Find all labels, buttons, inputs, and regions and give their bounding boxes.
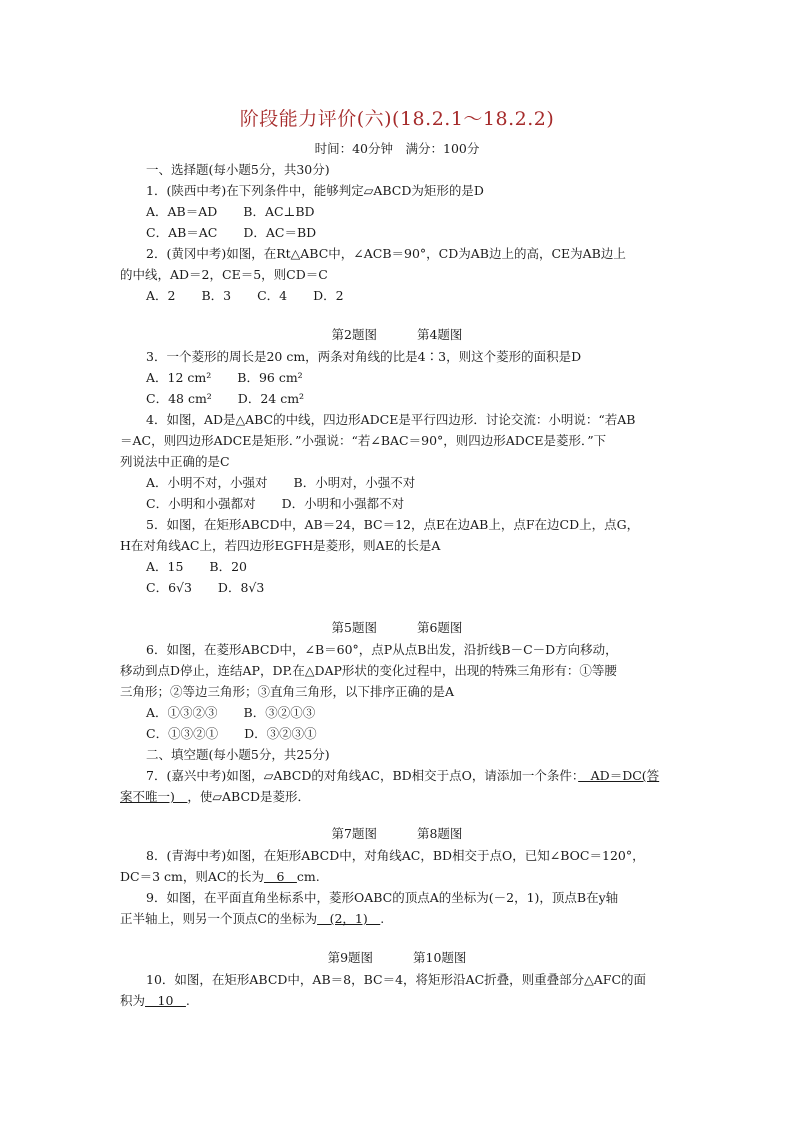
q7-line2 [120,789,310,805]
q9-answer: (2，1) [317,911,381,926]
q4-options-row1 [146,475,415,491]
q1-option-a: A．AB＝AD [146,204,218,219]
q2-option-c: C．4 [257,288,288,303]
q10-stem-end: . [185,993,190,1008]
figure-captions-5-6 [0,620,794,636]
q4-stem-line3: 列说法中正确的是C [120,454,230,469]
q4-stem-line2: ＝AC，则四边形ADCE是矩形．”小强说：“若∠BAC＝90°，则四边形ADCE是菱形．”下 [120,433,607,448]
q5-options-row2 [146,580,264,596]
q6-option-a: A．①③②③ [146,705,218,720]
q5-option-c: C．6√3 [146,580,192,595]
q8-line2 [120,869,320,885]
q2-options [146,288,344,304]
q3-stem: 3．一个菱形的周长是20 cm，两条对角线的比是4∶3，则这个菱形的面积是D [146,349,582,364]
q6-option-d: D．③②③① [244,726,317,741]
caption-fig8: 第8题图 [416,826,463,841]
q7-line1 [146,768,659,784]
q9-line2 [120,911,384,927]
q9-stem-line1: 9．如图，在平面直角坐标系中，菱形OABC的顶点A的坐标为(－2，1)，顶点B在y轴 [146,890,619,905]
q4-option-d: D．小明和小强都不对 [281,496,405,511]
q8-stem-line2: DC＝3 cm，则AC的长为 [120,869,264,884]
q1-option-c: C．AB＝AC [146,225,218,240]
q10-stem-line1: 10．如图，在矩形ABCD中，AB＝8，BC＝4，将矩形沿AC折叠，则重叠部分△AFC的面 [146,972,647,987]
q5-option-b: B．20 [209,559,248,574]
q6-stem-line2: 移动到点D停止，连结AP，DP.在△DAP形状的变化过程中，出现的特殊三角形有：①等腰 [120,663,617,678]
caption-fig9: 第9题图 [327,950,374,965]
q6-stem-line3: 三角形；②等边三角形；③直角三角形，以下排序正确的是A [120,684,455,699]
q10-answer: 10 [145,993,186,1008]
q5-stem-line2: H在对角线AC上，若四边形EGFH是菱形，则AE的长是A [120,538,441,553]
q2-option-a: A．2 [146,288,176,303]
q1-options-row1 [146,204,315,220]
q2-stem-line2: 的中线，AD＝2，CE＝5，则CD＝C [120,267,328,282]
caption-fig2: 第2题图 [331,327,377,342]
q9-stem-line2: 正半轴上，则另一个顶点C的坐标为 [120,911,318,926]
q1-option-d: D．AC＝BD [243,225,317,240]
q4-option-a: A．小明不对，小强对 [146,475,268,490]
caption-fig5: 第5题图 [331,620,377,635]
q5-option-a: A．15 [146,559,184,574]
q3-option-a: A．12 cm² [146,370,212,385]
q4-option-c: C．小明和小强都对 [146,496,256,511]
q5-options-row1 [146,559,247,575]
figure-captions-2-4 [0,327,794,343]
caption-fig4: 第4题图 [416,327,463,342]
q6-stem-line1: 6．如图，在菱形ABCD中，∠B＝60°，点P从点B出发，沿折线B－C－D方向移动， [146,642,618,657]
q7-answer-part1: AD＝DC(答 [578,768,660,783]
q2-stem-line1: 2．(黄冈中考)如图，在Rt△ABC中，∠ACB＝90°，CD为AB边上的高，CE为AB边上 [146,246,626,261]
caption-fig6: 第6题图 [416,620,463,635]
time-score-line: 时间：40分钟 满分：100分 [314,141,480,156]
caption-fig10: 第10题图 [413,950,467,965]
q2-option-d: D．2 [313,288,344,303]
q1-options-row2 [146,225,316,241]
section-choice-heading: 一、选择题(每小题5分，共30分) [146,162,330,177]
section-fill-heading: 二、填空题(每小题5分，共25分) [146,747,330,762]
q10-stem-line2: 积为 [120,993,146,1008]
q3-options-row2 [146,391,304,407]
q6-option-c: C．①③②① [146,726,219,741]
q3-option-d: D．24 cm² [237,391,305,406]
q1-option-b: B．AC⊥BD [243,204,315,219]
q6-options-row1 [146,705,315,721]
figure-captions-7-8 [0,826,794,842]
q3-option-c: C．48 cm² [146,391,212,406]
q3-options-row1 [146,370,303,386]
q4-options-row2 [146,496,404,512]
q4-option-b: B．小明对，小强不对 [293,475,416,490]
q2-option-b: B．3 [201,288,232,303]
q6-option-b: B．③②①③ [243,705,316,720]
q8-unit: cm. [296,869,320,884]
q5-stem-line1: 5．如图，在矩形ABCD中，AB＝24，BC＝12，点E在边AB上，点F在边CD上，点G， [146,517,640,532]
q4-stem-line1: 4．如图，AD是△ABC的中线，四边形ADCE是平行四边形．讨论交流：小明说：“若AB [146,412,636,427]
page-title: 阶段能力评价(六)(18.2.1～18.2.2) [239,108,555,130]
q10-line2 [120,993,190,1009]
q1-stem: 1．(陕西中考)在下列条件中，能够判定▱ABCD为矩形的是D [146,183,484,198]
q8-stem-line1: 8．(青海中考)如图，在矩形ABCD中，对角线AC，BD相交于点O，已知∠BOC＝120°， [146,848,645,863]
q3-option-b: B．96 cm² [237,370,303,385]
caption-fig7: 第7题图 [331,826,377,841]
q7-answer-part2: 案不唯一) [120,789,188,804]
q7-stem-end: ，使▱ABCD是菱形． [187,789,311,804]
q9-stem-end: . [380,911,385,926]
q7-stem: 7．(嘉兴中考)如图，▱ABCD的对角线AC，BD相交于点O，请添加一个条件： [146,768,579,783]
q8-answer: 6 [263,869,297,884]
figure-captions-9-10 [0,950,794,966]
q5-option-d: D．8√3 [217,580,265,595]
q6-options-row2 [146,726,317,742]
